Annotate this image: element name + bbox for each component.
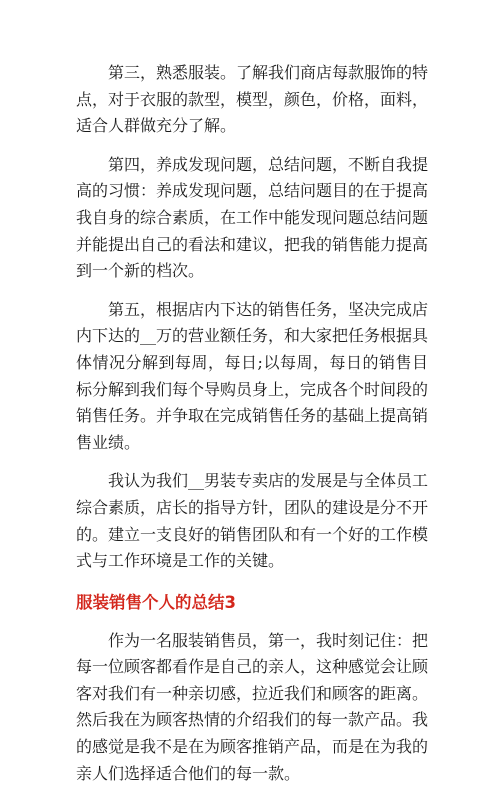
section-heading: 服装销售个人的总结3 (76, 592, 236, 612)
paragraph-problem-solving: 第四，养成发现问题，总结问题，不断自我提高的习惯：养成发现问题，总结问题目的在于提高我自身的综合素质，在工作中能发现问题总结问题并能提出自己的看法和建议，把我的销售能力提高到一个新的档次。 (76, 154, 429, 281)
paragraph-team-development: 我认为我们__男装专卖店的发展是与全体员工综合素质，店长的指导方针，团队的建设是分不开的。建立一支良好的销售团队和有一个好的工作模式与工作环境是工作的关键。 (76, 471, 429, 571)
paragraph-salesperson-attitude: 作为一名服装销售员，第一，我时刻记住：把每一位顾客都看作是自己的亲人，这种感觉会让顾客对我们有一种亲切感，拉近我们和顾客的距离。然后我在为顾客热情的介绍我们的每一款产品。我的感觉是我不是在为顾客推销产品，而是在为我的亲人们选择适合他们的每一款。 (76, 630, 429, 783)
paragraph-sales-tasks: 第五，根据店内下达的销售任务，坚决完成店内下达的__万的营业额任务，和大家把任务根据具体情况分解到每周，每日;以每周，每日的销售目标分解到我们每个导购员身上，完成各个时间段的销售任务。并争取在完成销售任务的基础上提高销售业绩。 (76, 299, 429, 452)
paragraph-familiar-clothing: 第三，熟悉服装。了解我们商店每款服饰的特点，对于衣服的款型，模型，颜色，价格，面料，适合人群做充分了解。 (76, 63, 429, 136)
document-page (76, 60, 428, 787)
